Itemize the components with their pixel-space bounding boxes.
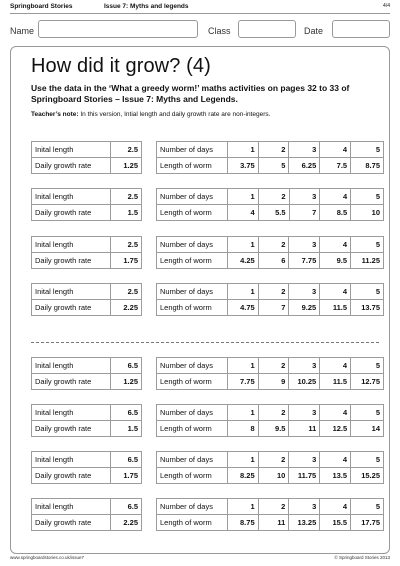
initial-length-label: Inital length: [32, 499, 111, 515]
worksheet-card: [10, 46, 390, 554]
initial-length-value: 2.5: [111, 284, 142, 300]
day-cell: 5: [351, 358, 384, 374]
name-label: Name: [10, 26, 35, 36]
length-cell: 13.5: [320, 468, 351, 484]
class-field[interactable]: [238, 20, 296, 38]
day-cell: 3: [289, 284, 320, 300]
length-cell: 9.5: [258, 421, 289, 437]
day-cell: 3: [289, 499, 320, 515]
length-cell: 9.25: [289, 300, 320, 316]
length-cell: 17.75: [351, 515, 384, 531]
day-cell: 1: [227, 358, 258, 374]
length-cell: 10: [351, 205, 384, 221]
day-cell: 3: [289, 452, 320, 468]
growth-rate-label: Daily growth rate: [32, 468, 111, 484]
day-cell: 2: [258, 452, 289, 468]
growth-rate-value: 1.25: [111, 158, 142, 174]
page-footer: [10, 555, 390, 563]
table-row: [32, 284, 142, 300]
table-row: [32, 300, 142, 316]
day-cell: 1: [227, 237, 258, 253]
length-cell: 7.5: [320, 158, 351, 174]
table-row: [32, 499, 142, 515]
growth-output-table: [156, 141, 384, 174]
table-row: [32, 405, 142, 421]
growth-rate-value: 1.5: [111, 421, 142, 437]
length-cell: 11: [289, 421, 320, 437]
day-cell: 3: [289, 189, 320, 205]
table-row: [32, 468, 142, 484]
initial-length-value: 2.5: [111, 189, 142, 205]
length-cell: 3.75: [227, 158, 258, 174]
footer-copyright: © Springboard Stories 2013: [334, 555, 390, 560]
day-cell: 4: [320, 284, 351, 300]
days-label: Number of days: [157, 142, 228, 158]
days-label: Number of days: [157, 405, 228, 421]
length-cell: 10: [258, 468, 289, 484]
growth-output-table: [156, 236, 384, 269]
table-row: [157, 374, 384, 390]
day-cell: 2: [258, 405, 289, 421]
growth-rate-label: Daily growth rate: [32, 253, 111, 269]
initial-length-label: Inital length: [32, 142, 111, 158]
length-label: Length of worm: [157, 374, 228, 390]
header-rule: [10, 13, 390, 14]
table-row: [157, 189, 384, 205]
initial-length-label: Inital length: [32, 452, 111, 468]
table-row: [32, 158, 142, 174]
table-row: [157, 300, 384, 316]
growth-rate-label: Daily growth rate: [32, 421, 111, 437]
length-cell: 8.75: [351, 158, 384, 174]
table-row: [157, 158, 384, 174]
day-cell: 4: [320, 499, 351, 515]
days-label: Number of days: [157, 284, 228, 300]
length-cell: 6.25: [289, 158, 320, 174]
day-cell: 5: [351, 142, 384, 158]
days-label: Number of days: [157, 237, 228, 253]
day-cell: 4: [320, 452, 351, 468]
table-row: [157, 253, 384, 269]
table-row: [32, 358, 142, 374]
teacher-note-label: Teacher’s note:: [31, 111, 79, 118]
day-cell: 2: [258, 284, 289, 300]
table-row: [32, 237, 142, 253]
growth-rate-value: 2.25: [111, 515, 142, 531]
table-row: [157, 237, 384, 253]
table-row: [157, 142, 384, 158]
length-cell: 7.75: [227, 374, 258, 390]
days-label: Number of days: [157, 452, 228, 468]
growth-output-table: [156, 283, 384, 316]
day-cell: 2: [258, 237, 289, 253]
table-row: [157, 358, 384, 374]
length-cell: 8.75: [227, 515, 258, 531]
growth-rate-value: 2.25: [111, 300, 142, 316]
length-cell: 9.5: [320, 253, 351, 269]
growth-input-table: [31, 141, 142, 174]
initial-length-label: Inital length: [32, 358, 111, 374]
table-row: [32, 374, 142, 390]
date-label: Date: [304, 26, 324, 36]
growth-input-table: [31, 451, 142, 484]
length-label: Length of worm: [157, 515, 228, 531]
length-cell: 11: [258, 515, 289, 531]
length-cell: 4: [227, 205, 258, 221]
section-divider: [31, 342, 379, 343]
class-label: Class: [208, 26, 231, 36]
length-cell: 11.5: [320, 374, 351, 390]
brand-name: Springboard Stories: [10, 3, 73, 10]
growth-rate-label: Daily growth rate: [32, 205, 111, 221]
length-cell: 7: [289, 205, 320, 221]
length-cell: 8.25: [227, 468, 258, 484]
day-cell: 2: [258, 499, 289, 515]
length-cell: 13.75: [351, 300, 384, 316]
length-cell: 8.5: [320, 205, 351, 221]
table-row: [32, 142, 142, 158]
length-cell: 11.75: [289, 468, 320, 484]
student-details-bar: [10, 18, 390, 42]
day-cell: 5: [351, 189, 384, 205]
length-label: Length of worm: [157, 421, 228, 437]
table-row: [157, 515, 384, 531]
initial-length-value: 6.5: [111, 499, 142, 515]
initial-length-value: 6.5: [111, 405, 142, 421]
day-cell: 3: [289, 142, 320, 158]
initial-length-label: Inital length: [32, 284, 111, 300]
growth-rate-value: 1.5: [111, 205, 142, 221]
teacher-note: [31, 111, 270, 118]
initial-length-value: 6.5: [111, 452, 142, 468]
growth-output-table: [156, 498, 384, 531]
table-row: [157, 284, 384, 300]
length-cell: 11.5: [320, 300, 351, 316]
length-cell: 12.5: [320, 421, 351, 437]
day-cell: 4: [320, 358, 351, 374]
table-row: [157, 405, 384, 421]
day-cell: 5: [351, 499, 384, 515]
day-cell: 4: [320, 405, 351, 421]
growth-rate-label: Daily growth rate: [32, 158, 111, 174]
table-row: [32, 515, 142, 531]
table-row: [157, 452, 384, 468]
day-cell: 4: [320, 237, 351, 253]
length-label: Length of worm: [157, 158, 228, 174]
issue-title: Issue 7: Myths and legends: [104, 3, 189, 10]
table-row: [32, 253, 142, 269]
day-cell: 3: [289, 358, 320, 374]
initial-length-label: Inital length: [32, 189, 111, 205]
date-field[interactable]: [332, 20, 390, 38]
table-row: [157, 499, 384, 515]
length-cell: 5.5: [258, 205, 289, 221]
page-title: How did it grow? (4): [31, 55, 211, 77]
table-row: [157, 468, 384, 484]
growth-input-table: [31, 236, 142, 269]
day-cell: 2: [258, 189, 289, 205]
length-label: Length of worm: [157, 468, 228, 484]
growth-rate-label: Daily growth rate: [32, 300, 111, 316]
days-label: Number of days: [157, 499, 228, 515]
growth-input-table: [31, 404, 142, 437]
initial-length-label: Inital length: [32, 237, 111, 253]
growth-rate-value: 1.75: [111, 253, 142, 269]
growth-output-table: [156, 404, 384, 437]
length-cell: 15.5: [320, 515, 351, 531]
initial-length-value: 6.5: [111, 358, 142, 374]
day-cell: 4: [320, 189, 351, 205]
growth-output-table: [156, 451, 384, 484]
length-cell: 13.25: [289, 515, 320, 531]
day-cell: 5: [351, 284, 384, 300]
growth-input-table: [31, 283, 142, 316]
growth-rate-value: 1.25: [111, 374, 142, 390]
intro-text: Use the data in the ‘What a greedy worm!’ maths activities on pages 32 to 33 of Springboard Stories – Issue 7: Myths and Legends.: [31, 83, 350, 104]
table-row: [32, 421, 142, 437]
length-cell: 5: [258, 158, 289, 174]
length-cell: 12.75: [351, 374, 384, 390]
length-cell: 15.25: [351, 468, 384, 484]
day-cell: 1: [227, 499, 258, 515]
day-cell: 1: [227, 405, 258, 421]
length-cell: 6: [258, 253, 289, 269]
length-label: Length of worm: [157, 205, 228, 221]
table-row: [157, 205, 384, 221]
length-cell: 4.25: [227, 253, 258, 269]
day-cell: 1: [227, 189, 258, 205]
length-cell: 4.75: [227, 300, 258, 316]
day-cell: 1: [227, 284, 258, 300]
growth-input-table: [31, 498, 142, 531]
days-label: Number of days: [157, 189, 228, 205]
day-cell: 1: [227, 142, 258, 158]
length-cell: 8: [227, 421, 258, 437]
table-row: [32, 205, 142, 221]
length-cell: 11.25: [351, 253, 384, 269]
footer-url: www.springboardstories.co.uk/issue7: [10, 555, 85, 560]
day-cell: 3: [289, 237, 320, 253]
day-cell: 5: [351, 237, 384, 253]
length-cell: 10.25: [289, 374, 320, 390]
day-cell: 1: [227, 452, 258, 468]
growth-input-table: [31, 188, 142, 221]
growth-output-table: [156, 357, 384, 390]
initial-length-value: 2.5: [111, 237, 142, 253]
table-row: [32, 189, 142, 205]
teacher-note-text: In this version, Intial length and daily growth rate are non-integers.: [80, 111, 271, 118]
length-cell: 7: [258, 300, 289, 316]
growth-output-table: [156, 188, 384, 221]
day-cell: 2: [258, 358, 289, 374]
name-field[interactable]: [38, 20, 198, 38]
growth-rate-value: 1.75: [111, 468, 142, 484]
day-cell: 3: [289, 405, 320, 421]
initial-length-label: Inital length: [32, 405, 111, 421]
table-row: [32, 452, 142, 468]
day-cell: 5: [351, 405, 384, 421]
length-cell: 14: [351, 421, 384, 437]
length-cell: 7.75: [289, 253, 320, 269]
initial-length-value: 2.5: [111, 142, 142, 158]
day-cell: 4: [320, 142, 351, 158]
length-label: Length of worm: [157, 253, 228, 269]
growth-input-table: [31, 357, 142, 390]
page-number: 4/4: [383, 3, 390, 9]
day-cell: 5: [351, 452, 384, 468]
growth-rate-label: Daily growth rate: [32, 515, 111, 531]
growth-rate-label: Daily growth rate: [32, 374, 111, 390]
table-row: [157, 421, 384, 437]
length-cell: 9: [258, 374, 289, 390]
length-label: Length of worm: [157, 300, 228, 316]
day-cell: 2: [258, 142, 289, 158]
days-label: Number of days: [157, 358, 228, 374]
